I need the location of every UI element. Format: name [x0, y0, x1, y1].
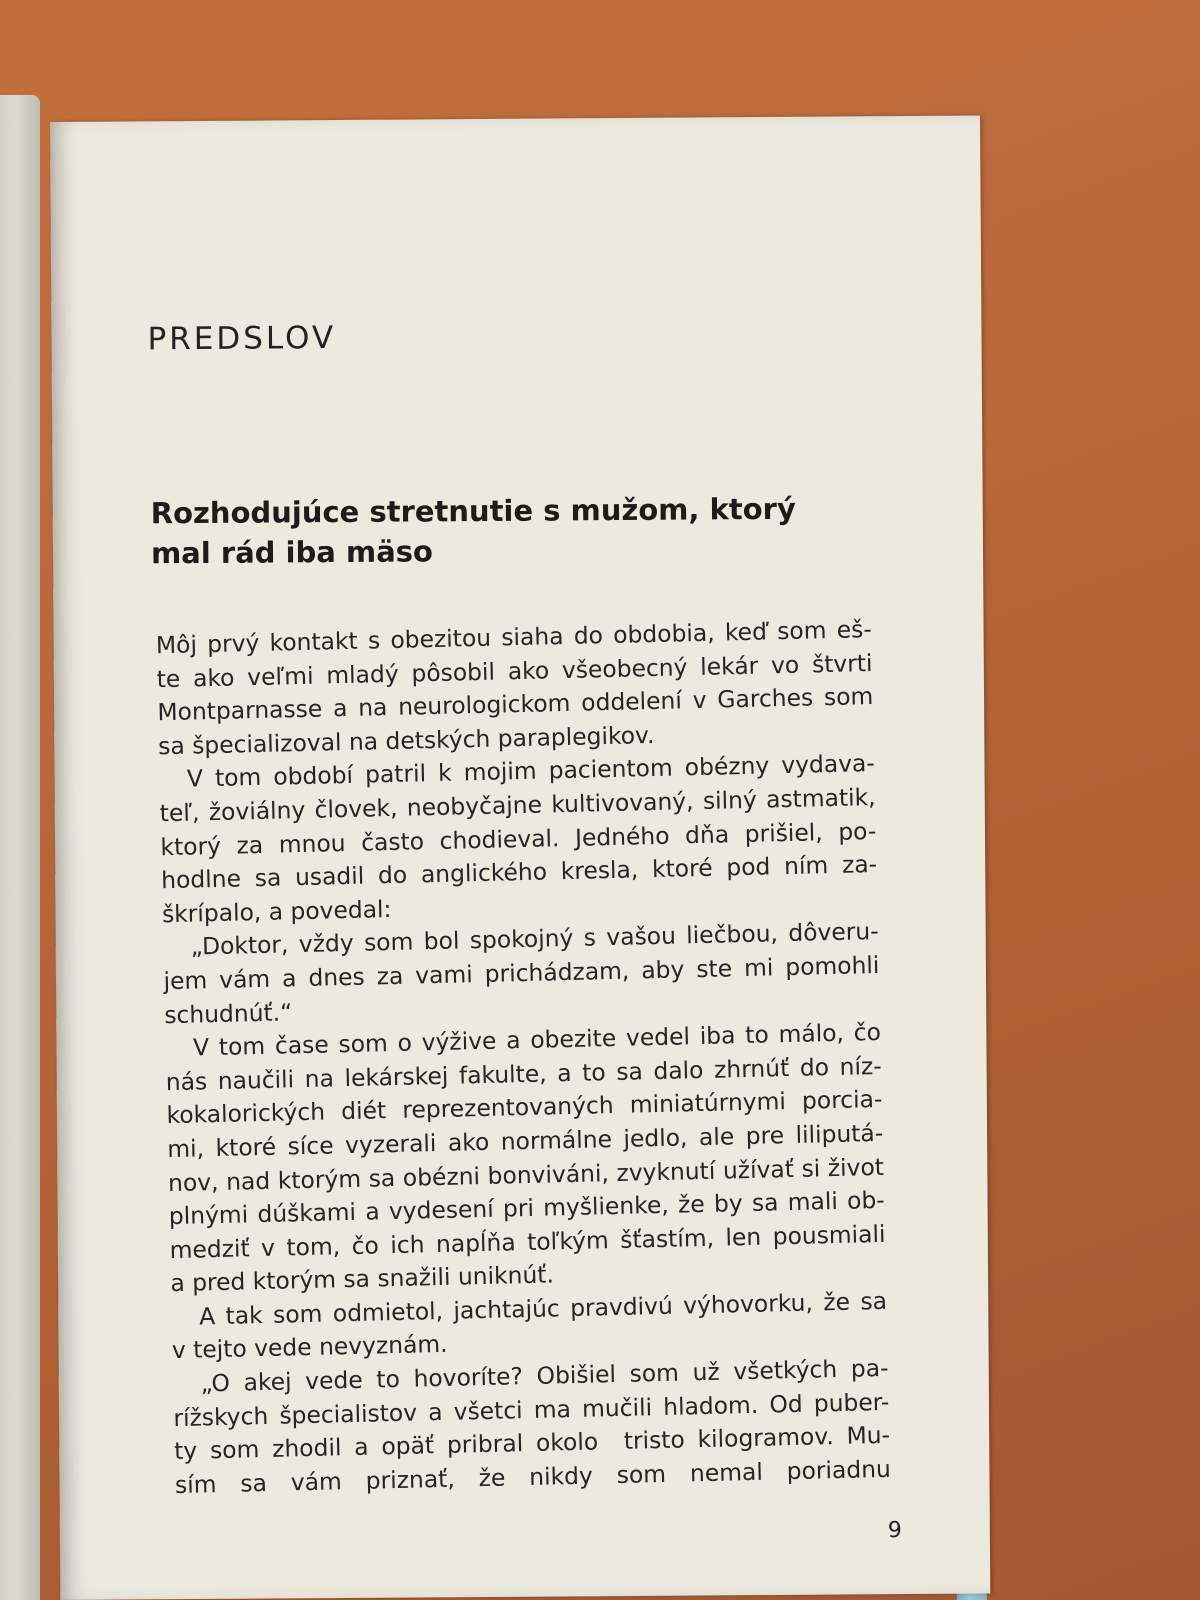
text-line: a pred ktorým sa snažili uniknúť.: [170, 1260, 555, 1298]
text-line: plnými dúškami a vydesení pri myšlienke, že by sa mali ob-: [168, 1185, 885, 1231]
left-page-edge: [0, 95, 40, 1600]
book-page: [50, 116, 990, 1600]
body-text: [156, 613, 892, 1502]
text-line: V tom období patril k mojim pacientom obézny vydava-: [186, 749, 876, 793]
text-line: nov, nad ktorým sa obézni bonviváni, zvyknutí užívať si život: [167, 1152, 885, 1197]
text-line: škrípalo, a povedal:: [161, 894, 392, 928]
text-line: A tak som odmietol, jachtajúc pravdivú výhovorku, že sa: [198, 1286, 888, 1331]
text-line: teľ, žoviálny človek, neobyčajne kultivovaný, silný astmatik,: [159, 782, 876, 828]
text-line: ty som zhodil a opäť pribral okolo tristo kilogramov. Mu-: [173, 1421, 891, 1466]
text-line: schudnúť.“: [163, 997, 293, 1029]
chapter-heading: [151, 488, 852, 573]
text-line: v tejto vede nevyznám.: [171, 1330, 448, 1365]
text-line: te ako veľmi mladý pôsobil ako všeobecný lekár vo štvrti: [156, 648, 873, 693]
text-line: V tom čase som o výžive a obezite vedel iba to málo, čo: [192, 1018, 882, 1062]
text-line: medziť v tom, čo ich napĺňa toľkým šťastím, len pousmiali: [169, 1219, 886, 1264]
text-line: mi, ktoré síce vyzerali ako normálne jedlo, ale pre liliputá-: [167, 1118, 884, 1164]
chapter-heading-line: Rozhodujúce stretnutie s mužom, ktorý: [150, 491, 796, 531]
text-line: nás naučili na lekárskej fakulte, a to sa dalo zhrnúť do níz-: [165, 1051, 882, 1096]
text-line: Montparnasse a na neurologickom oddelení v Garches som: [157, 682, 874, 727]
chapter-heading-line: mal rád iba mäso: [150, 534, 434, 571]
text-line: Môj prvý kontakt s obezitou siaha do obdobia, keď som eš-: [155, 615, 873, 660]
text-line: ktorý za mnou často chodieval. Jedného dňa prišiel, po-: [160, 816, 877, 861]
text-line: „O akej vede to hovoríte? Obišiel som už všetkých pa-: [200, 1353, 889, 1398]
text-line: „Doktor, vždy som bol spokojný s vašou liečbou, dôveru-: [190, 917, 879, 961]
section-title: PREDSLOV: [147, 320, 337, 358]
text-line: sa špecializoval na detských paraplegikov.: [157, 720, 655, 761]
text-line: rížskych špecialistov a všetci ma mučili hladom. Od puber-: [173, 1387, 890, 1432]
text-line: hodlne sa usadil do anglického kresla, ktoré pod ním za-: [160, 850, 878, 895]
text-line: sím sa vám priznať, že nikdy som nemal poriadnu: [174, 1454, 892, 1499]
text-line: kokalorických diét reprezentovaných miniatúrnymi porcia-: [166, 1085, 883, 1130]
text-line: jem vám a dnes za vami prichádzam, aby ste mi pomohli: [163, 950, 880, 996]
page-number: 9: [887, 1518, 902, 1544]
